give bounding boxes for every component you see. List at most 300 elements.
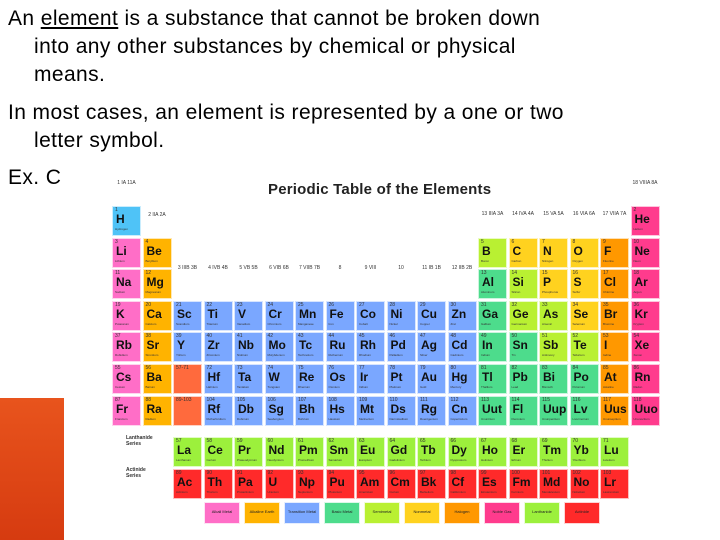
element-symbol: Au <box>421 370 437 384</box>
element-symbol: I <box>604 338 608 353</box>
atomic-number: 94 <box>328 469 335 476</box>
element-cell-es <box>478 469 507 499</box>
element-name: Fluorine <box>603 258 614 263</box>
element-name: Yttrium <box>176 353 186 358</box>
atomic-number: 106 <box>267 396 276 403</box>
legend-lanthanide: Lanthanide <box>524 502 560 524</box>
lanthanide-series-label: Lanthanide Series <box>126 435 153 447</box>
element-cell-uup <box>539 396 568 426</box>
element-name: Argon <box>633 290 642 295</box>
element-name: Zinc <box>450 321 457 326</box>
element-symbol: Uuo <box>634 401 658 416</box>
element-cell-ir <box>356 364 385 394</box>
element-symbol: Po <box>573 370 589 384</box>
element-name: Lithium <box>115 258 125 263</box>
atomic-number: 28 <box>389 301 396 308</box>
element-name: Beryllium <box>145 258 158 263</box>
element-cell-te <box>570 332 599 362</box>
element-cell-zr <box>204 332 233 362</box>
element-name: Hydrogen <box>115 227 129 231</box>
atomic-number: 89-103 <box>176 396 192 403</box>
element-name: Tin <box>511 353 516 358</box>
group-label-14: 14 IVA 4A <box>512 211 534 217</box>
element-cell-uus <box>600 396 629 426</box>
group-label-5: 5 VB 5B <box>239 265 258 271</box>
atomic-number: 62 <box>328 438 335 445</box>
element-symbol: Hg <box>451 370 468 384</box>
atomic-number: 2 <box>633 207 637 213</box>
atomic-number: 105 <box>237 396 246 403</box>
atomic-number: 45 <box>359 333 365 340</box>
element-cell-rn <box>631 364 660 394</box>
element-name: Bromine <box>603 321 615 326</box>
element-cell-cn <box>448 396 477 426</box>
element-symbol: V <box>238 306 247 321</box>
atomic-number: 52 <box>572 333 579 340</box>
element-symbol: Cd <box>451 338 468 353</box>
element-cell-mt <box>356 396 385 426</box>
legend-alkaline: Alkaline Earth <box>244 502 280 524</box>
atomic-number: 101 <box>542 469 551 476</box>
element-cell-gd <box>387 437 416 467</box>
element-symbol: Am <box>360 474 380 489</box>
element-cell-as <box>539 301 568 331</box>
element-name: Praseodymium <box>237 458 258 463</box>
element-cell-th <box>204 469 233 499</box>
element-cell-p <box>539 269 568 299</box>
example-line: Ex. C <box>8 166 62 189</box>
element-name: Calcium <box>145 321 157 326</box>
element-cell-rg <box>417 396 446 426</box>
element-name: Astatine <box>603 385 614 389</box>
definition-line-2: into any other substances by chemical or physical <box>34 35 516 58</box>
atomic-number: 39 <box>176 333 182 340</box>
element-cell-y <box>173 332 202 362</box>
element-name: Curium <box>389 489 400 494</box>
element-name: Selenium <box>572 321 586 326</box>
element-symbol: Ne <box>634 243 650 258</box>
atomic-number: 57-71 <box>176 365 189 371</box>
element-symbol: Mo <box>268 338 286 353</box>
atomic-number: 83 <box>542 365 548 371</box>
element-name: Uranium <box>267 489 279 494</box>
element-cell-n <box>539 238 568 268</box>
element-symbol: Cr <box>268 306 282 321</box>
element-symbol: Lu <box>604 443 619 458</box>
atomic-number: 97 <box>420 469 426 476</box>
atomic-number: 56 <box>145 365 152 371</box>
group-label-4: 4 IVB 4B <box>208 265 228 271</box>
atomic-number: 99 <box>481 469 487 476</box>
element-symbol: U <box>268 474 278 489</box>
element-cell-ge <box>509 301 538 331</box>
element-symbol: Uus <box>604 401 627 416</box>
atomic-number: 63 <box>359 438 365 445</box>
element-name: Palladium <box>389 353 403 358</box>
atomic-number: 91 <box>237 469 243 476</box>
element-name: Rubidium <box>115 353 128 358</box>
atomic-number: 67 <box>481 438 487 445</box>
element-cell-w <box>265 364 294 394</box>
atomic-number: 115 <box>542 396 550 403</box>
element-cell-pm <box>295 437 324 467</box>
atomic-number: 109 <box>359 396 368 403</box>
group-label-17: 17 VIIA 7A <box>602 211 627 217</box>
element-cell-mg <box>143 269 172 299</box>
atomic-number: 12 <box>145 270 152 277</box>
element-cell-nd <box>265 437 294 467</box>
element-cell-mn <box>295 301 324 331</box>
element-name: Vanadium <box>237 321 251 326</box>
element-name: Zirconium <box>206 353 220 358</box>
element-symbol: Md <box>543 474 561 489</box>
group-label-1: 1 IA 11A <box>117 180 136 186</box>
element-name: Gadolinium <box>389 458 405 463</box>
element-cell-yb <box>570 437 599 467</box>
atomic-number: 4 <box>145 238 149 245</box>
element-symbol: Ho <box>482 443 498 458</box>
element-name: Sodium <box>115 290 126 295</box>
element-name: Antimony <box>542 353 555 358</box>
element-cell-rh <box>356 332 385 362</box>
element-name: Nickel <box>389 321 398 326</box>
element-cell-bi <box>539 364 568 394</box>
element-name: Aluminum <box>481 290 495 295</box>
element-symbol: Fr <box>116 401 128 416</box>
group-label-10: 10 <box>398 265 404 271</box>
element-name: Cadmium <box>450 353 464 358</box>
atomic-number: 3 <box>115 238 118 245</box>
element-cell-sr <box>143 332 172 362</box>
element-name: Promethium <box>298 458 315 463</box>
legend-nonmetal: Nonmetal <box>404 502 440 524</box>
element-name: Bismuth <box>542 385 553 389</box>
element-symbol: Pd <box>390 338 406 353</box>
atomic-number: 64 <box>389 438 396 445</box>
element-name: Fermium <box>511 489 524 494</box>
group-label-12: 12 IIB 2B <box>451 265 473 271</box>
periodic-table-title: Periodic Table of the Elements <box>268 181 492 198</box>
element-symbol: Cm <box>390 474 410 489</box>
element-name: Helium <box>633 227 643 231</box>
element-name: Cesium <box>115 385 126 389</box>
element-name: Francium <box>115 416 128 421</box>
element-symbol: S <box>573 275 582 290</box>
element-name: Livermorium <box>572 416 590 421</box>
element-name: Tellurium <box>572 353 585 358</box>
element-cell-pr <box>234 437 263 467</box>
atomic-number: 89 <box>176 469 182 476</box>
element-symbol: Sc <box>177 306 192 321</box>
atomic-number: 38 <box>145 333 152 340</box>
element-cell-i <box>600 332 629 362</box>
legend-transition: Transition Metal <box>284 502 320 524</box>
atomic-number: 78 <box>389 365 396 371</box>
element-cell-series-57-71 <box>173 364 202 394</box>
element-name: Polonium <box>572 385 586 389</box>
element-name: Dysprosium <box>450 458 467 463</box>
atomic-number: 71 <box>603 438 609 445</box>
element-symbol: Pa <box>238 474 253 489</box>
element-symbol: Bk <box>421 474 437 489</box>
element-name: Silver <box>420 353 428 358</box>
element-symbol: Cf <box>451 474 465 489</box>
element-cell-cd <box>448 332 477 362</box>
element-cell-ba <box>143 364 172 394</box>
element-cell-ni <box>387 301 416 331</box>
element-symbol: Bi <box>543 370 555 384</box>
element-cell-cr <box>265 301 294 331</box>
symbol-line-1: In most cases, an element is represented by a one or two <box>8 101 564 124</box>
element-symbol: Nb <box>238 338 254 353</box>
atomic-number: 57 <box>176 438 182 445</box>
element-cell-f <box>600 238 629 268</box>
symbol-paragraph <box>8 99 708 155</box>
element-name: Tantalum <box>237 385 250 389</box>
element-cell-ho <box>478 437 507 467</box>
atomic-number: 49 <box>481 333 487 340</box>
element-cell-am <box>356 469 385 499</box>
element-symbol: Sg <box>268 401 284 416</box>
element-name: Xenon <box>633 353 643 358</box>
group-label-15: 15 VA 5A <box>543 211 564 217</box>
element-cell-pd <box>387 332 416 362</box>
element-cell-cu <box>417 301 446 331</box>
element-symbol: Uut <box>482 401 502 416</box>
element-symbol: Os <box>329 370 346 384</box>
element-name: Thorium <box>206 489 218 494</box>
element-symbol: Db <box>238 401 254 416</box>
atomic-number: 77 <box>359 365 365 371</box>
element-symbol: Ru <box>329 338 346 353</box>
element-cell-na <box>112 269 141 299</box>
element-symbol: Fl <box>512 401 524 416</box>
element-name: Thulium <box>542 458 553 463</box>
element-name: Darmstadtium <box>389 416 409 421</box>
atomic-number: 80 <box>450 365 457 371</box>
atomic-number: 29 <box>420 301 426 308</box>
element-symbol: Ge <box>512 306 529 321</box>
atomic-number: 68 <box>511 438 518 445</box>
element-symbol: Hf <box>207 370 221 384</box>
element-cell-si <box>509 269 538 299</box>
element-cell-h <box>112 206 141 236</box>
element-name: Radon <box>633 385 643 389</box>
element-cell-au <box>417 364 446 394</box>
element-cell-dy <box>448 437 477 467</box>
element-name: Erbium <box>511 458 522 463</box>
atomic-number: 114 <box>511 396 520 403</box>
element-name: Holmium <box>481 458 493 463</box>
element-name: Nobelium <box>572 489 586 494</box>
atomic-number: 100 <box>511 469 520 476</box>
element-name: Strontium <box>145 353 159 358</box>
element-symbol: Br <box>604 306 618 321</box>
atomic-number: 90 <box>206 469 213 476</box>
element-name: Iodine <box>603 353 612 358</box>
element-symbol: K <box>116 306 125 321</box>
element-symbol: Gd <box>390 443 408 458</box>
element-cell-ne <box>631 238 660 268</box>
atomic-number: 50 <box>511 333 518 340</box>
element-symbol: Rh <box>360 338 376 353</box>
element-cell-ca <box>143 301 172 331</box>
element-cell-os <box>326 364 355 394</box>
element-symbol: Na <box>116 275 132 290</box>
element-name: Bohrium <box>298 416 310 421</box>
element-cell-ac <box>173 469 202 499</box>
element-cell-po <box>570 364 599 394</box>
element-symbol: Mg <box>146 275 164 290</box>
element-symbol: Mt <box>360 401 374 416</box>
element-symbol: Ba <box>146 370 162 384</box>
element-symbol: Ac <box>177 474 193 489</box>
atomic-number: 75 <box>298 365 304 371</box>
atomic-number: 72 <box>206 365 213 371</box>
element-name: Protactinium <box>237 489 254 494</box>
element-name: Magnesium <box>145 290 162 295</box>
element-cell-sg <box>265 396 294 426</box>
group-label-16: 16 VIA 6A <box>572 211 596 217</box>
element-symbol: Pm <box>299 443 318 458</box>
element-cell-sc <box>173 301 202 331</box>
element-symbol: P <box>543 275 552 290</box>
element-name: Arsenic <box>542 321 553 326</box>
atomic-number: 108 <box>328 396 337 403</box>
element-name: Lanthanum <box>176 458 192 463</box>
element-symbol: Sb <box>543 338 559 353</box>
element-symbol: Ir <box>360 370 369 384</box>
atomic-number: 74 <box>267 365 274 371</box>
element-name: Mendelevium <box>542 489 560 494</box>
atomic-number: 34 <box>572 301 579 308</box>
atomic-number: 65 <box>420 438 426 445</box>
element-cell-pb <box>509 364 538 394</box>
element-name: Cobalt <box>359 321 368 326</box>
element-cell-he <box>631 206 660 236</box>
atomic-number: 112 <box>450 396 459 403</box>
atomic-number: 59 <box>237 438 243 445</box>
atomic-number: 54 <box>633 333 640 340</box>
element-cell-pu <box>326 469 355 499</box>
element-cell-lv <box>570 396 599 426</box>
element-cell-ce <box>204 437 233 467</box>
element-cell-sm <box>326 437 355 467</box>
element-cell-li <box>112 238 141 268</box>
element-symbol: Pu <box>329 474 345 489</box>
element-symbol: Se <box>573 306 589 321</box>
element-name: Cerium <box>206 458 217 463</box>
element-symbol: At <box>604 370 617 384</box>
element-cell-ru <box>326 332 355 362</box>
element-symbol: Ra <box>146 401 162 416</box>
element-name: Tungsten <box>267 385 280 389</box>
atomic-number: 85 <box>603 365 609 371</box>
group-label-8: 8 <box>338 265 342 271</box>
atomic-number: 26 <box>328 301 335 308</box>
atomic-number: 21 <box>176 301 182 308</box>
element-cell-cl <box>600 269 629 299</box>
atomic-number: 70 <box>572 438 579 445</box>
periodic-table-image <box>92 172 672 534</box>
element-symbol: He <box>634 212 650 226</box>
element-symbol: Y <box>177 338 186 353</box>
element-cell-kr <box>631 301 660 331</box>
element-symbol: Tc <box>299 338 313 353</box>
atomic-number: 55 <box>115 365 121 371</box>
element-symbol: Tm <box>543 443 561 458</box>
element-symbol: As <box>543 306 559 321</box>
element-cell-ds <box>387 396 416 426</box>
element-cell-cf <box>448 469 477 499</box>
element-name: Flerovium <box>511 416 525 421</box>
element-name: Lawrencium <box>603 489 620 494</box>
atomic-number: 107 <box>298 396 307 403</box>
element-symbol: Xe <box>634 338 650 353</box>
atomic-number: 51 <box>542 333 548 340</box>
element-name: Chlorine <box>603 290 615 295</box>
element-name: Ununseptium <box>603 416 621 421</box>
element-name: Ruthenium <box>328 353 344 358</box>
atomic-number: 22 <box>206 301 213 308</box>
element-cell-sb <box>539 332 568 362</box>
element-symbol: H <box>116 212 125 226</box>
element-name: Ytterbium <box>572 458 586 463</box>
atomic-number: 82 <box>511 365 518 371</box>
legend-halogen: Halogen <box>444 502 480 524</box>
element-symbol: Cu <box>421 306 437 321</box>
element-cell-rb <box>112 332 141 362</box>
atomic-number: 93 <box>298 469 304 476</box>
element-symbol: Ce <box>207 443 223 458</box>
element-symbol: Pt <box>390 370 403 384</box>
element-symbol: Nd <box>268 443 285 458</box>
element-name: Neptunium <box>298 489 313 494</box>
atomic-number: 48 <box>450 333 457 340</box>
atomic-number: 96 <box>389 469 396 476</box>
atomic-number: 15 <box>542 270 548 277</box>
element-name: Meitnerium <box>359 416 374 421</box>
element-symbol: No <box>573 474 590 489</box>
element-name: Manganese <box>298 321 314 326</box>
element-cell-uut <box>478 396 507 426</box>
element-symbol: Mn <box>299 306 317 321</box>
atomic-number: 102 <box>572 469 581 476</box>
element-name: Californium <box>450 489 466 494</box>
atomic-number: 14 <box>511 270 518 277</box>
element-cell-tm <box>539 437 568 467</box>
atomic-number: 30 <box>450 301 457 308</box>
element-symbol: Kr <box>634 306 648 321</box>
element-cell-bh <box>295 396 324 426</box>
atomic-number: 20 <box>145 301 152 308</box>
element-symbol: Es <box>482 474 497 489</box>
orange-decoration <box>0 398 64 540</box>
element-symbol: Np <box>299 474 315 489</box>
element-cell-co <box>356 301 385 331</box>
element-name: Sulfur <box>572 290 581 295</box>
element-name: Potassium <box>115 321 130 326</box>
element-name: Rutherfordium <box>206 416 226 421</box>
element-symbol: Ga <box>482 306 499 321</box>
element-name: Ununpentium <box>542 416 560 421</box>
element-cell-s <box>570 269 599 299</box>
element-name: Roentgenium <box>420 416 438 421</box>
element-cell-md <box>539 469 568 499</box>
element-cell-ar <box>631 269 660 299</box>
atomic-number: 7 <box>542 238 545 245</box>
element-name: Berkelium <box>420 489 434 494</box>
